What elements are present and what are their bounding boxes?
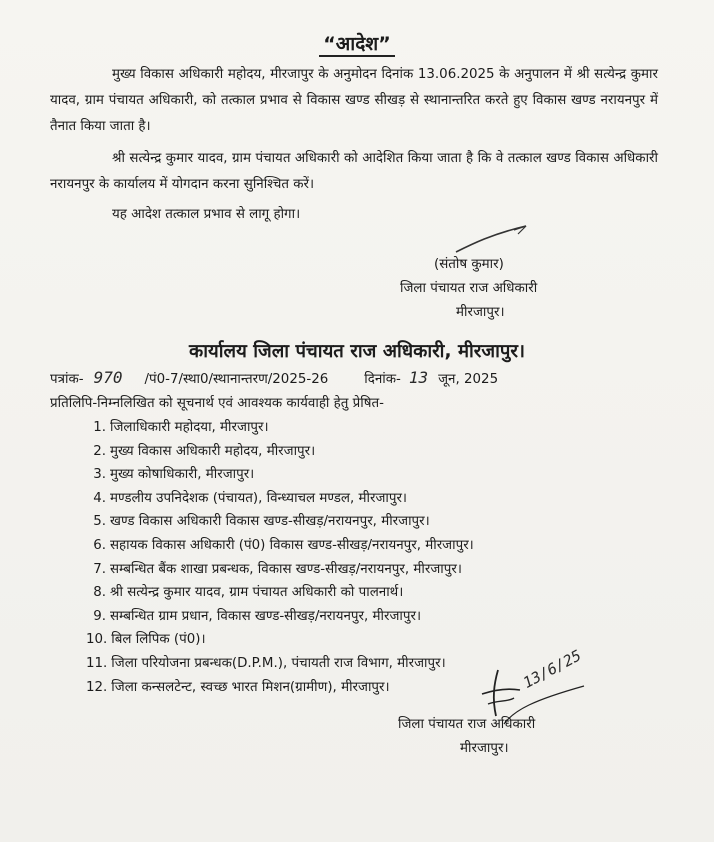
list-item: 6. सहायक विकास अधिकारी (पं0) विकास खण्ड-सीखड़/नरायनपुर, मीरजापुर।: [93, 537, 474, 553]
handwritten-date: 13/6/25: [520, 646, 585, 692]
date-label: दिनांक-: [364, 372, 401, 387]
signature-mark: [452, 222, 532, 256]
file-reference: /पं0-7/स्था0/स्थानान्तरण/2025-26: [144, 372, 329, 387]
list-item: 7. सम्बन्धित बैंक शाखा प्रबन्धक, विकास खण्ड-सीखड़/नरायनपुर, मीरजापुर।: [93, 561, 462, 577]
date-rest: जून, 2025: [438, 372, 499, 387]
signatory-name: (संतोष कुमार): [434, 257, 504, 272]
list-item: 12. जिला कन्सलटेन्ट, स्वच्छ भारत मिशन(ग्रामीण), मीरजापुर।: [86, 679, 390, 695]
list-item: 1. जिलाधिकारी महोदया, मीरजापुर।: [93, 420, 269, 435]
order-paragraph-2: श्री सत्येन्द्र कुमार यादव, ग्राम पंचायत अधिकारी को आदेशित किया जाता है कि वे तत्काल खण्ड विकास अधिकारी नरायनपुर के कार्यालय में योगदान करना सुनिश्चित करें।: [50, 151, 658, 192]
signatory-designation: जिला पंचायत राज अधिकारी: [400, 281, 538, 296]
list-item: 3. मुख्य कोषाधिकारी, मीरजापुर।: [93, 467, 255, 483]
patrank-label: पत्रांक-: [50, 372, 84, 387]
reference-line: [50, 366, 670, 392]
list-item: 10. बिल लिपिक (पं0)।: [86, 632, 206, 648]
list-item: 4. मण्डलीय उपनिदेशक (पंचायत), विन्ध्याचल मण्डल, मीरजापुर।: [93, 490, 408, 506]
list-item: 5. खण्ड विकास अधिकारी विकास खण्ड-सीखड़/नरायनपुर, मीरजापुर।: [93, 514, 430, 530]
signatory-place: मीरजापुर।: [456, 305, 505, 320]
order-title: “आदेश”: [0, 30, 714, 56]
order-paragraph-1: मुख्य विकास अधिकारी महोदय, मीरजापुर के अनुमोदन दिनांक 13.06.2025 के अनुपालन में श्री सत्येन्द्र कुमार यादव, ग्राम पंचायत अधिकारी, को तत्काल प्रभाव से विकास खण्ड सीखड़ से स्थानान्तरित करते हुए विकास खण्ड नरायनपुर में तैनात किया जाता है।: [50, 67, 658, 134]
copy-intro: प्रतिलिपि-निम्नलिखित को सूचनार्थ एवं आवश्यक कार्यवाही हेतु प्रेषित-: [50, 396, 384, 411]
patrank-number: 970: [93, 368, 123, 387]
list-item: 8. श्री सत्येन्द्र कुमार यादव, ग्राम पंचायत अधिकारी को पालनार्थ।: [93, 585, 404, 601]
list-item: 2. मुख्य विकास अधिकारी महोदय, मीरजापुर।: [93, 443, 316, 459]
signatory2-place: मीरजापुर।: [460, 741, 509, 756]
office-heading: कार्यालय जिला पंचायत राज अधिकारी, मीरजापुर।: [189, 341, 525, 362]
signatory2-designation: जिला पंचायत राज अधिकारी: [398, 717, 536, 732]
order-paragraph-3: यह आदेश तत्काल प्रभाव से लागू होगा।: [112, 207, 301, 222]
date-day: 13: [408, 368, 429, 387]
copy-list: [86, 416, 474, 699]
list-item: 11. जिला परियोजना प्रबन्धक(D.P.M.), पंचायती राज विभाग, मीरजापुर।: [86, 655, 446, 671]
list-item: 9. सम्बन्धित ग्राम प्रधान, विकास खण्ड-सीखड़/नरायनपुर, मीरजापुर।: [93, 608, 422, 624]
